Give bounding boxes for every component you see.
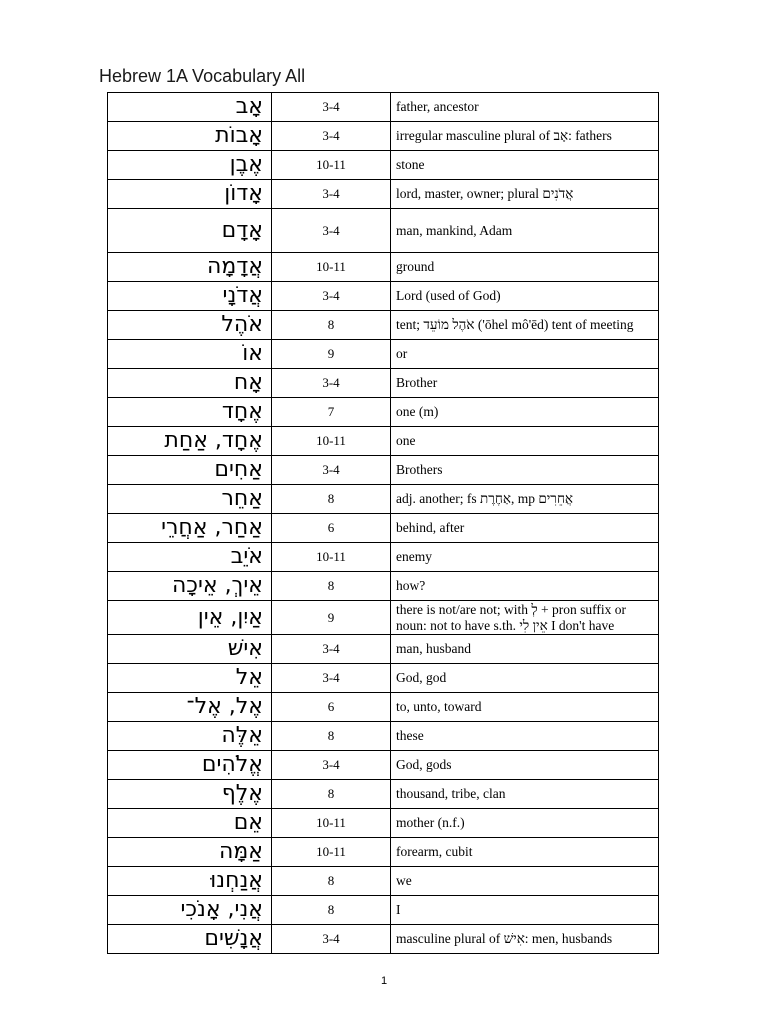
hebrew-word: אֲנַחְנוּ — [108, 867, 272, 896]
definition-cell: we — [391, 867, 659, 896]
table-row — [108, 514, 659, 543]
hebrew-word: אֶלֶף — [108, 780, 272, 809]
table-row — [108, 311, 659, 340]
chapter-cell: 8 — [272, 722, 391, 751]
table-row — [108, 282, 659, 311]
hebrew-word: אָדוֹן — [108, 180, 272, 209]
definition-cell: stone — [391, 151, 659, 180]
hebrew-word: אֲנָשִׁים — [108, 925, 272, 954]
definition-cell: to, unto, toward — [391, 693, 659, 722]
table-row — [108, 751, 659, 780]
chapter-cell: 3-4 — [272, 122, 391, 151]
chapter-cell: 3-4 — [272, 282, 391, 311]
chapter-cell: 8 — [272, 485, 391, 514]
chapter-cell: 10-11 — [272, 809, 391, 838]
chapter-cell: 8 — [272, 896, 391, 925]
definition-cell: God, god — [391, 664, 659, 693]
table-row — [108, 180, 659, 209]
definition-cell: God, gods — [391, 751, 659, 780]
table-row — [108, 635, 659, 664]
hebrew-word: אוֹ — [108, 340, 272, 369]
chapter-cell: 3-4 — [272, 925, 391, 954]
definition-cell: these — [391, 722, 659, 751]
chapter-cell: 7 — [272, 398, 391, 427]
definition-cell: or — [391, 340, 659, 369]
hebrew-word: אֶל, אֶל־ — [108, 693, 272, 722]
table-row — [108, 543, 659, 572]
definition-cell: behind, after — [391, 514, 659, 543]
table-row — [108, 722, 659, 751]
hebrew-word: אֲדֹנָי — [108, 282, 272, 311]
chapter-cell: 8 — [272, 311, 391, 340]
definition-cell: there is not/are not; with לְ + pron suffix or noun: not to have s.th. אֵין לִי I don't have — [391, 601, 659, 635]
chapter-cell: 9 — [272, 340, 391, 369]
hebrew-word: אָח — [108, 369, 272, 398]
definition-cell: adj. another; fs אַחֶרֶת, mp אֲחֵרִים — [391, 485, 659, 514]
hebrew-word: אֹהֶל — [108, 311, 272, 340]
definition-cell: one (m) — [391, 398, 659, 427]
hebrew-word: אֵיךְ, אֵיכָה — [108, 572, 272, 601]
definition-cell: tent; אֹהֶל מוֹעֵד ('ōhel mô'ēd) tent of meeting — [391, 311, 659, 340]
table-row — [108, 93, 659, 122]
table-row — [108, 601, 659, 635]
definition-cell: forearm, cubit — [391, 838, 659, 867]
definition-cell: ground — [391, 253, 659, 282]
chapter-cell: 3-4 — [272, 751, 391, 780]
chapter-cell: 8 — [272, 780, 391, 809]
chapter-cell: 3-4 — [272, 635, 391, 664]
chapter-cell: 6 — [272, 514, 391, 543]
chapter-cell: 8 — [272, 572, 391, 601]
chapter-cell: 10-11 — [272, 427, 391, 456]
chapter-cell: 3-4 — [272, 180, 391, 209]
chapter-cell: 3-4 — [272, 369, 391, 398]
definition-cell: one — [391, 427, 659, 456]
definition-cell: enemy — [391, 543, 659, 572]
definition-cell: thousand, tribe, clan — [391, 780, 659, 809]
table-row — [108, 369, 659, 398]
definition-cell: lord, master, owner; plural אֲדֹנִים — [391, 180, 659, 209]
definition-cell: Lord (used of God) — [391, 282, 659, 311]
hebrew-word: אֲנִי, אָנֹכִי — [108, 896, 272, 925]
definition-cell: masculine plural of אִישׁ: men, husbands — [391, 925, 659, 954]
table-row — [108, 925, 659, 954]
chapter-cell: 10-11 — [272, 151, 391, 180]
table-row — [108, 693, 659, 722]
hebrew-word: אִישׁ — [108, 635, 272, 664]
table-row — [108, 122, 659, 151]
hebrew-word: אַמָּה — [108, 838, 272, 867]
hebrew-word: אֹיֵב — [108, 543, 272, 572]
page-number: 1 — [380, 975, 388, 987]
hebrew-word: אָבוֹת — [108, 122, 272, 151]
chapter-cell: 9 — [272, 601, 391, 635]
table-row — [108, 485, 659, 514]
table-row — [108, 780, 659, 809]
hebrew-word: אַיִן, אֵין — [108, 601, 272, 635]
table-row — [108, 838, 659, 867]
table-row — [108, 398, 659, 427]
table-row — [108, 209, 659, 253]
hebrew-word: אָדָם — [108, 209, 272, 253]
definition-cell: man, mankind, Adam — [391, 209, 659, 253]
table-row — [108, 427, 659, 456]
definition-cell: Brothers — [391, 456, 659, 485]
chapter-cell: 3-4 — [272, 456, 391, 485]
definition-cell: irregular masculine plural of אָב: fathers — [391, 122, 659, 151]
table-row — [108, 253, 659, 282]
chapter-cell: 3-4 — [272, 209, 391, 253]
hebrew-word: אֲדָמָה — [108, 253, 272, 282]
vocabulary-table — [107, 92, 659, 954]
chapter-cell: 3-4 — [272, 93, 391, 122]
chapter-cell: 10-11 — [272, 543, 391, 572]
hebrew-word: אֵלֶּה — [108, 722, 272, 751]
table-row — [108, 456, 659, 485]
hebrew-word: אֶחָד, אַחַת — [108, 427, 272, 456]
hebrew-word: אַחַר, אַחֲרֵי — [108, 514, 272, 543]
hebrew-word: אֵל — [108, 664, 272, 693]
definition-cell: I — [391, 896, 659, 925]
chapter-cell: 10-11 — [272, 253, 391, 282]
hebrew-word: אֶחָד — [108, 398, 272, 427]
table-row — [108, 809, 659, 838]
chapter-cell: 10-11 — [272, 838, 391, 867]
hebrew-word: אָב — [108, 93, 272, 122]
hebrew-word: אֶבֶן — [108, 151, 272, 180]
chapter-cell: 3-4 — [272, 664, 391, 693]
table-row — [108, 151, 659, 180]
table-row — [108, 664, 659, 693]
definition-cell: man, husband — [391, 635, 659, 664]
definition-cell: how? — [391, 572, 659, 601]
hebrew-word: אַחֵר — [108, 485, 272, 514]
table-row — [108, 867, 659, 896]
definition-cell: Brother — [391, 369, 659, 398]
table-row — [108, 896, 659, 925]
chapter-cell: 6 — [272, 693, 391, 722]
table-row — [108, 572, 659, 601]
hebrew-word: אַחִים — [108, 456, 272, 485]
hebrew-word: אֵם — [108, 809, 272, 838]
table-row — [108, 340, 659, 369]
chapter-cell: 8 — [272, 867, 391, 896]
document-title: Hebrew 1A Vocabulary All — [99, 66, 306, 86]
hebrew-word: אֱלֹהִים — [108, 751, 272, 780]
definition-cell: mother (n.f.) — [391, 809, 659, 838]
definition-cell: father, ancestor — [391, 93, 659, 122]
